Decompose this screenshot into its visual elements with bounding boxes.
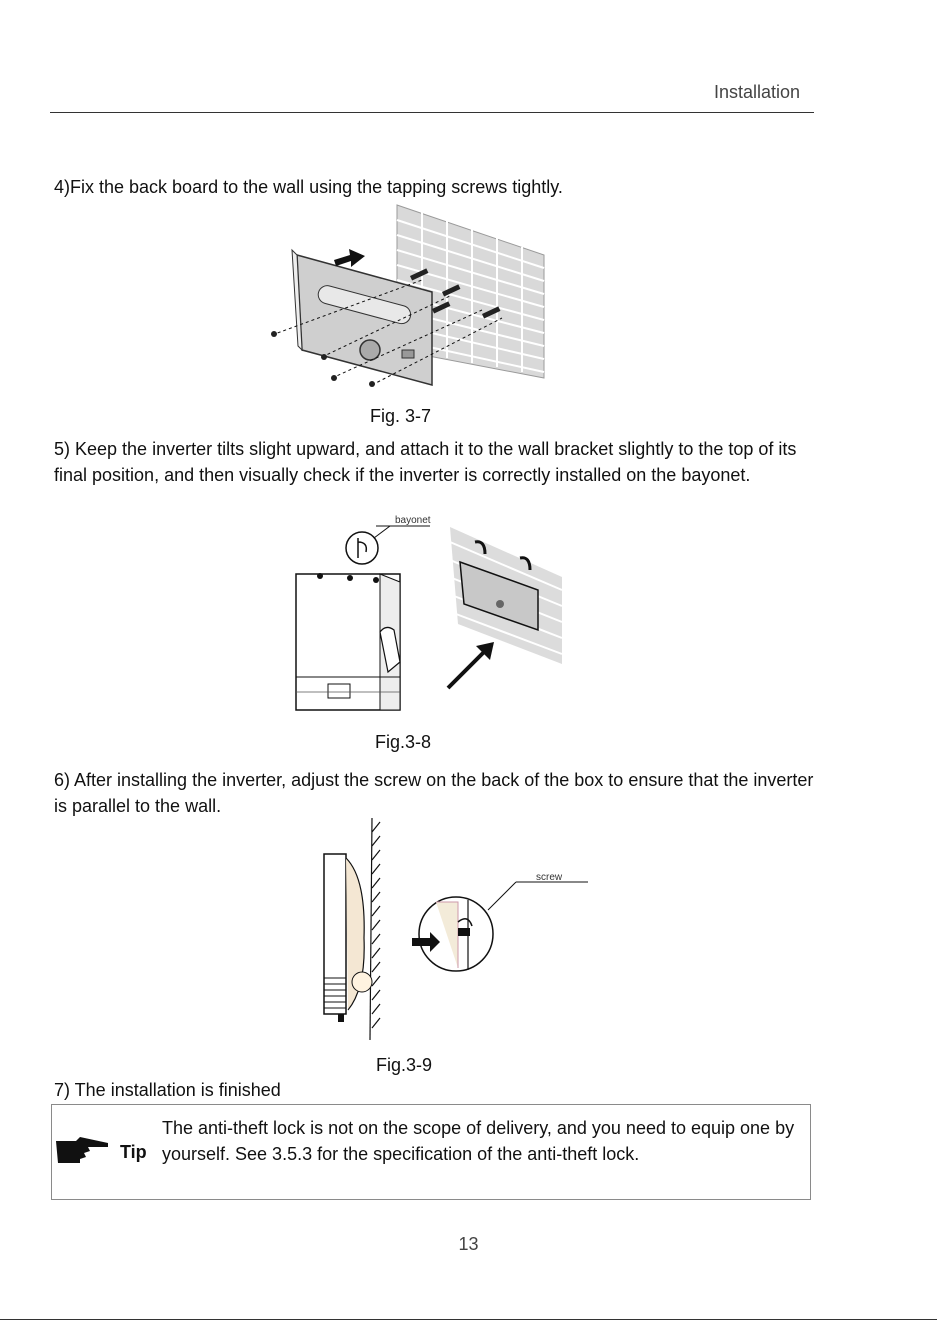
tip-text: The anti-theft lock is not on the scope of delivery, and you need to equip one by yourself. See 3.5.3 for the specification of the anti-theft lock. [162, 1118, 795, 1164]
header-divider [50, 112, 814, 113]
tip-label: Tip [120, 1142, 147, 1162]
step-4-text: 4)Fix the back board to the wall using the tapping screws tightly. [54, 177, 563, 197]
page-number: 13 [458, 1234, 479, 1254]
tip-box [51, 1104, 811, 1200]
figure-3-8 [290, 512, 580, 722]
step-6-text: 6) After installing the inverter, adjust the screw on the back of the box to ensure that the inverter is parallel to the wall. [54, 770, 814, 816]
bayonet-callout [346, 515, 431, 564]
figure-3-9 [318, 818, 598, 1046]
figure-3-8-caption: Fig.3-8 [375, 732, 432, 752]
figure-3-9-caption: Fig.3-9 [376, 1055, 433, 1075]
wall-section-graphic [370, 818, 380, 1040]
diagonal-arrow-icon [448, 642, 494, 688]
section-title: Installation [713, 82, 800, 102]
direction-arrow [334, 249, 365, 267]
bayonet-label: bayonet [395, 515, 431, 526]
step-7-text: 7) The installation is finished [54, 1080, 281, 1100]
inverter-graphic [296, 573, 400, 710]
inverter-hanging-illustration [290, 512, 580, 722]
figure-3-7-caption: Fig. 3-7 [370, 406, 432, 426]
step-5-text: 5) Keep the inverter tilts slight upward, and attach it to the wall bracket slightly to the top of its final position, and then visually check if the inverter is correctly installed on the bayonet. [54, 439, 797, 485]
screw-label: screw [536, 872, 563, 883]
bottom-divider [0, 1319, 937, 1320]
screw-adjustment-illustration [318, 818, 598, 1046]
pointing-hand-icon [54, 1135, 112, 1170]
screw-detail-callout [412, 872, 588, 971]
inverter-side-graphic [324, 854, 372, 1022]
figure-3-7 [262, 200, 552, 400]
wall-bracket-illustration [262, 200, 552, 400]
wall-with-bracket-graphic [450, 527, 562, 664]
